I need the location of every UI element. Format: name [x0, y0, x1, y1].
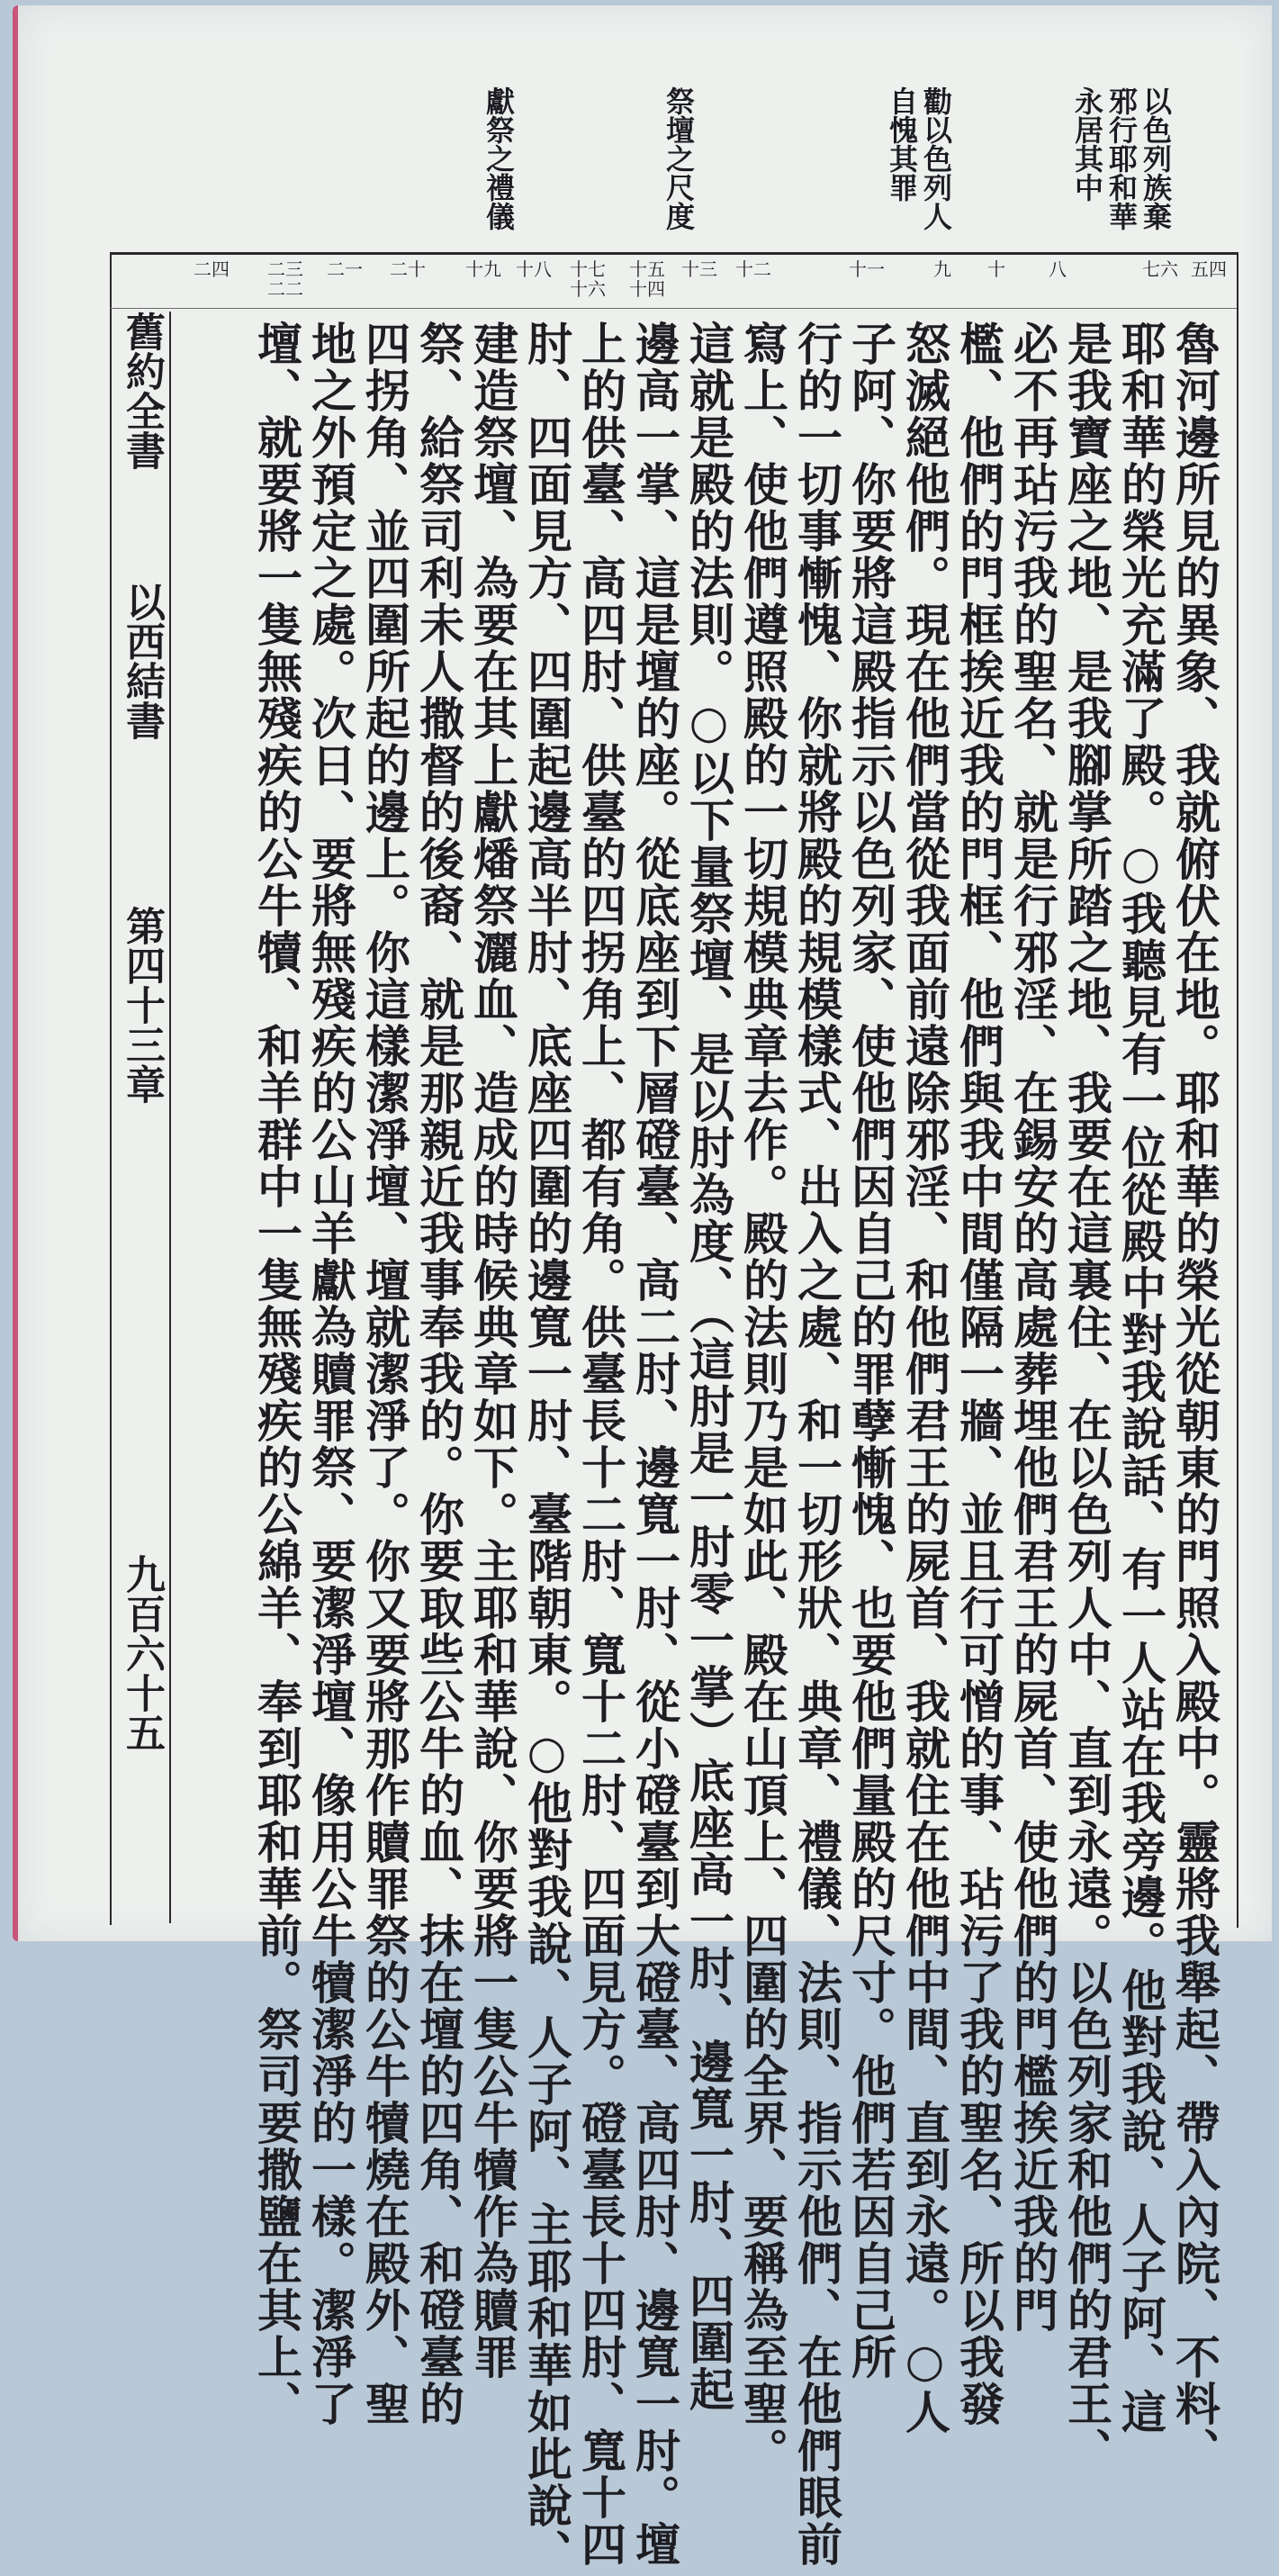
- verse-number: 七六: [1142, 258, 1178, 280]
- page-number: 九百六十五: [119, 1554, 165, 1752]
- book-title: 舊約全書: [119, 312, 165, 470]
- verse-number: 十七十六: [570, 258, 606, 300]
- text-column: 上的供臺、高四肘、供臺的四拐角上、都有角。供臺長十二肘、寬十二肘、四面見方。磴臺長十四肘、寬十四: [574, 321, 627, 2568]
- margin-note: 永居其中: [1070, 86, 1104, 202]
- verse-number: 二一: [327, 258, 363, 280]
- text-column: 怒滅絕他們。現在他們當從我面前遠除邪淫、和他們君王的屍首、我就住在他們中間、直到永遠。○人: [898, 321, 951, 2436]
- text-column: 建造祭壇、為要在其上獻燔祭灑血、造成的時候典章如下。主耶和華說、你要將一隻公牛犢作為贖罪: [466, 321, 519, 2381]
- verse-number: 二四: [194, 258, 230, 280]
- margin-note: 祭壇之尺度: [662, 86, 696, 230]
- verse-number: 十八: [516, 258, 552, 280]
- verse-number: 十二: [735, 258, 771, 280]
- verse-number: 九: [933, 258, 951, 280]
- text-column: 地之外預定之處。次日、要將無殘疾的公山羊獻為贖罪祭、要潔淨壇、像用公牛犢潔淨的一樣。潔淨了: [304, 321, 357, 2427]
- text-column: 肘、四面見方、四圍起邊高半肘、底座四圍的邊寬一肘、臺階朝東。○他對我說、人子阿、主耶和華如此說、: [520, 321, 573, 2576]
- verse-number: 八: [1049, 258, 1067, 280]
- text-column: 壇、就要將一隻無殘疾的公牛犢、和羊群中一隻無殘疾的公綿羊、奉到耶和華前。祭司要撒鹽在其上、: [250, 321, 303, 2427]
- text-column: 寫上、使他們遵照殿的一切規模典章去作。殿的法則乃是如此、殿在山頂上、四圍的全界、要稱為至聖。: [736, 321, 789, 2474]
- text-column: 必不再玷污我的聖名、就是行邪淫、在錫安的高處葬埋他們君王的屍首、使他們的門檻挨近我的門: [1006, 321, 1059, 2334]
- text-column: 子阿、你要將這殿指示以色列家、使他們因自己的罪孽慚愧、也要他們量殿的尺寸。他們若因自己所: [844, 321, 897, 2381]
- verse-number: 十一: [849, 258, 885, 280]
- verse-number: 十: [987, 258, 1005, 280]
- margin-note: 獻祭之禮儀: [482, 86, 516, 230]
- margin-note: 勸以色列人: [919, 86, 953, 230]
- marginal-notes: [18, 86, 1272, 267]
- chapter-heading: 第四十三章: [119, 906, 165, 1104]
- verse-number: 十三: [681, 258, 717, 280]
- verse-number: 二十: [390, 258, 426, 280]
- book-section: 以西結書: [119, 582, 165, 740]
- frame-left-rule: [110, 252, 112, 1925]
- text-column: 耶和華的榮光充滿了殿。○我聽見有一位從殿中對我說話、有一人站在我旁邊。他對我說、人子阿、這: [1114, 321, 1167, 2436]
- page: [13, 5, 1272, 2576]
- text-column: 祭、給祭司利未人撒督的後裔、就是那親近我事奉我的。你要取些公牛的血、抹在壇的四角、和磴臺的: [412, 321, 465, 2427]
- text-column: 邊高一掌、這是壇的座。從底座到下層磴臺、高二肘、邊寬一肘、從小磴臺到大磴臺、高四肘、邊寬一肘。壇: [628, 321, 681, 2568]
- margin-note: 邪行耶和華: [1104, 86, 1139, 230]
- text-column: 四拐角、並四圍所起的邊上。你這樣潔淨壇、壇就潔淨了。你又要將那作贖罪祭的公牛犢燒在殿外、聖: [358, 321, 411, 2427]
- verse-number: 十五十四: [629, 258, 665, 300]
- verse-number: 十九: [465, 258, 501, 280]
- verse-number: 二三二二: [267, 258, 303, 300]
- text-column: 是我寶座之地、是我腳掌所踏之地、我要在這裏住、在以色列人中、直到永遠。以色列家和他們的君王、: [1060, 321, 1113, 2474]
- text-column: 魯河邊所見的異象、我就俯伏在地。耶和華的榮光從朝東的門照入殿中。靈將我舉起、帶入內院、不料、: [1168, 321, 1221, 2474]
- margin-note: 以色列族棄: [1139, 86, 1173, 230]
- bleed-through-text: [1219, 86, 1249, 113]
- margin-note: 自愧其罪: [885, 86, 919, 202]
- text-column: 行的一切事慚愧、你就將殿的規模樣式、出入之處、和一切形狀、典章、禮儀、法則、指示他們、在他們眼前: [790, 321, 843, 2568]
- verse-number: 五四: [1191, 258, 1227, 280]
- text-column: 檻、他們的門框挨近我的門框、他們與我中間僅隔一牆、並且行可憎的事、玷污了我的聖名、所以我發: [952, 321, 1005, 2427]
- running-header: [115, 312, 171, 1923]
- verse-number-row: [110, 258, 1237, 309]
- text-column: 這就是殿的法則。○以下量祭壇、是以肘為度、（這肘是一肘零一掌）底座高一肘、邊寬一肘、四圍起: [682, 321, 735, 2413]
